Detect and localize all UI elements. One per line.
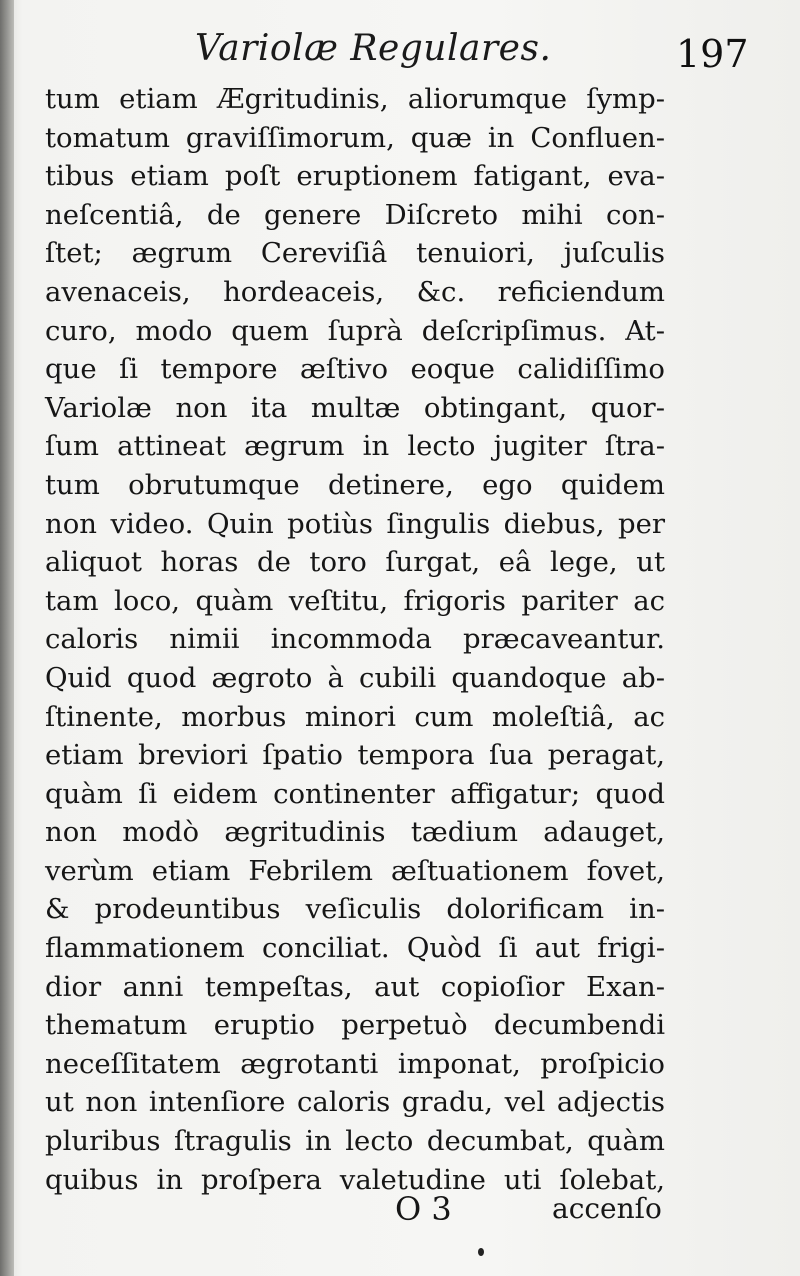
text-line: tum etiam Ægritudinis, aliorumque ſymp- (45, 83, 665, 115)
body-text (45, 80, 665, 1199)
text-line: tibus etiam poſt eruptionem fatigant, eva- (45, 160, 665, 193)
text-line: ut non intenſiore caloris gradu, vel adjectis (45, 1086, 665, 1119)
ink-speck (478, 1248, 484, 1256)
text-line: thematum eruptio perpetuò decumbendi (45, 1009, 665, 1042)
text-line: verùm etiam Febrilem æſtuationem fovet, (45, 854, 665, 887)
text-line: & prodeuntibus veſiculis dolorificam in- (45, 893, 665, 926)
text-line: curo, modo quem ſuprà deſcripſimus. At- (45, 314, 665, 347)
page-number: 197 (676, 32, 749, 76)
text-line: caloris nimii incommoda præcaveantur. (45, 623, 665, 656)
text-line: flammationem conciliat. Quòd ſi aut frigi- (45, 932, 665, 965)
text-line: pluribus ſtragulis in lecto decumbat, quàm (45, 1125, 665, 1158)
text-line: Quid quod ægroto à cubili quandoque ab- (45, 661, 665, 694)
text-line: avenaceis, hordeaceis, &c. reficiendum (45, 275, 665, 308)
text-line: tam loco, quàm veſtitu, frigoris pariter ac (45, 584, 665, 617)
text-line: que ſi tempore æſtivo eoque calidiſſimo (45, 353, 665, 386)
running-title: Variolæ Regulares. (195, 28, 552, 69)
text-line: tomatum graviſſimorum, quæ in Confluen- (45, 121, 665, 154)
book-spine-shadow (0, 0, 14, 1276)
text-line: aliquot horas de toro ſurgat, eâ lege, ut (45, 546, 665, 579)
text-line: quàm ſi eidem continenter affigatur; quod (45, 777, 665, 810)
text-line: dior anni tempeſtas, aut copioſior Exan- (45, 970, 665, 1003)
text-line: etiam breviori ſpatio tempora ſua peragat, (45, 739, 665, 772)
text-line: ſum attineat ægrum in lecto jugiter ſtra- (45, 430, 665, 463)
text-line: neceſſitatem ægrotanti imponat, proſpicio (45, 1047, 665, 1080)
text-line: quibus in proſpera valetudine uti ſolebat, (45, 1163, 665, 1196)
running-head (0, 22, 800, 82)
signature-mark: O 3 (395, 1190, 452, 1228)
text-line: Variolæ non ita multæ obtingant, quor- (45, 391, 665, 424)
text-line: tum obrutumque detinere, ego quidem (45, 468, 665, 501)
text-line: non modò ægritudinis tædium adauget, (45, 816, 665, 849)
text-line: ſtet; ægrum Cereviſiâ tenuiori, juſculis (45, 237, 665, 270)
text-line: neſcentiâ, de genere Diſcreto mihi con- (45, 198, 665, 231)
page-footer (0, 1188, 800, 1238)
catchword: accenſo (552, 1192, 662, 1225)
text-line: ſtinente, morbus minori cum moleſtiâ, ac (45, 700, 665, 733)
text-line: non video. Quin potiùs ſingulis diebus, per (45, 507, 665, 540)
